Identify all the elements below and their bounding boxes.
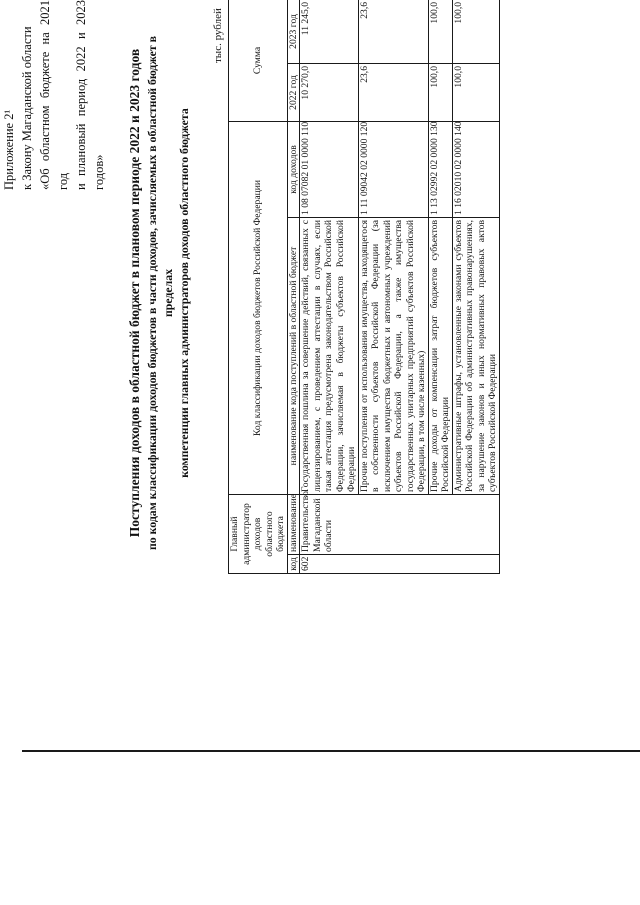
value-2022-cell: 10 270,0 xyxy=(300,63,359,121)
income-code-cell: 1 13 02992 02 0000 130 xyxy=(428,121,452,217)
admin-code-cell: 602 xyxy=(300,555,500,574)
document-title xyxy=(126,33,192,553)
value-2022-cell: 100,0 xyxy=(428,63,452,121)
table-row xyxy=(428,0,452,574)
header-admin-code: код xyxy=(287,555,300,574)
admin-name-cell: Правительство Магаданской области xyxy=(300,495,500,555)
value-2023-cell: 100,0 xyxy=(428,0,452,63)
table-row xyxy=(300,0,359,574)
units-label: тыс. рублей xyxy=(212,8,224,63)
appendix-line: «Об областном бюджете на 2021 год xyxy=(38,0,70,190)
income-name-cell: Прочие доходы от компенсации затрат бюджетов субъектов Российской Федерации xyxy=(428,218,452,495)
income-code-cell: 1 16 02010 02 0000 140 xyxy=(452,121,499,217)
table-row xyxy=(358,0,428,574)
income-name-cell: Административные штрафы, установленные законами субъектов Российской Федерации об административных правонарушениях, за нарушение законов и иных нормативных правовых актов субъектов Российской Федерации xyxy=(452,218,499,495)
appendix-header xyxy=(0,0,108,190)
appendix-line: Приложение 2¹ xyxy=(2,109,16,190)
header-admin-group: Главный администратор доходов областного бюджета xyxy=(229,495,288,574)
rotated-document xyxy=(0,0,498,578)
income-code-cell: 1 11 09042 02 0000 120 xyxy=(358,121,428,217)
value-2022-cell: 100,0 xyxy=(452,63,499,121)
income-name-cell: Прочие поступления от использования имущества, находящегося в собственности субъектов Российской Федерации (за исключением имущества бюджетных и автономных учреждений субъектов Российской Федерации, а также имущества государственных унитарных предприятий субъектов Российской Федерации, в том числе казенных) xyxy=(358,218,428,495)
header-year-2023: 2023 год xyxy=(287,0,300,63)
title-line-3: компетенции главных администраторов доходов областного бюджета xyxy=(177,108,191,478)
table-row xyxy=(452,0,499,574)
title-line-2: по кодам классификации доходов бюджетов в части доходов, зачисляемых в областной бюджет в пределах xyxy=(145,36,175,550)
appendix-line: и плановый период 2022 и 2023 годов» xyxy=(74,0,106,190)
revenue-table xyxy=(228,0,500,574)
value-2022-cell: 23,6 xyxy=(358,63,428,121)
income-name-cell: Государственная пошлина за совершение действий, связанных с лицензированием, с проведением аттестации в случаях, если такая аттестация предусмотрена законодательством Российской Федерации, зачисляемая в бюджеты субъектов Российской Федерации xyxy=(300,218,359,495)
value-2023-cell: 11 245,0 xyxy=(300,0,359,63)
income-code-cell: 1 08 07082 01 0000 110 xyxy=(300,121,359,217)
header-classification-group: Код классификации доходов бюджетов Российской Федерации xyxy=(229,121,288,494)
value-2023-cell: 100,0 xyxy=(452,0,499,63)
header-admin-name: наименование xyxy=(287,495,300,555)
header-sum-group: Сумма xyxy=(229,0,288,121)
value-2023-cell: 23,6 xyxy=(358,0,428,63)
header-year-2022: 2022 год xyxy=(287,63,300,121)
title-line-1: Поступления доходов в областной бюджет в плановом периоде 2022 и 2023 годов xyxy=(127,48,142,538)
page-divider-line xyxy=(22,750,640,752)
appendix-line: к Закону Магаданской области xyxy=(20,26,34,190)
header-income-name: наименование кода поступлений в областной бюджет xyxy=(287,218,300,495)
header-income-code: код доходов xyxy=(287,121,300,217)
